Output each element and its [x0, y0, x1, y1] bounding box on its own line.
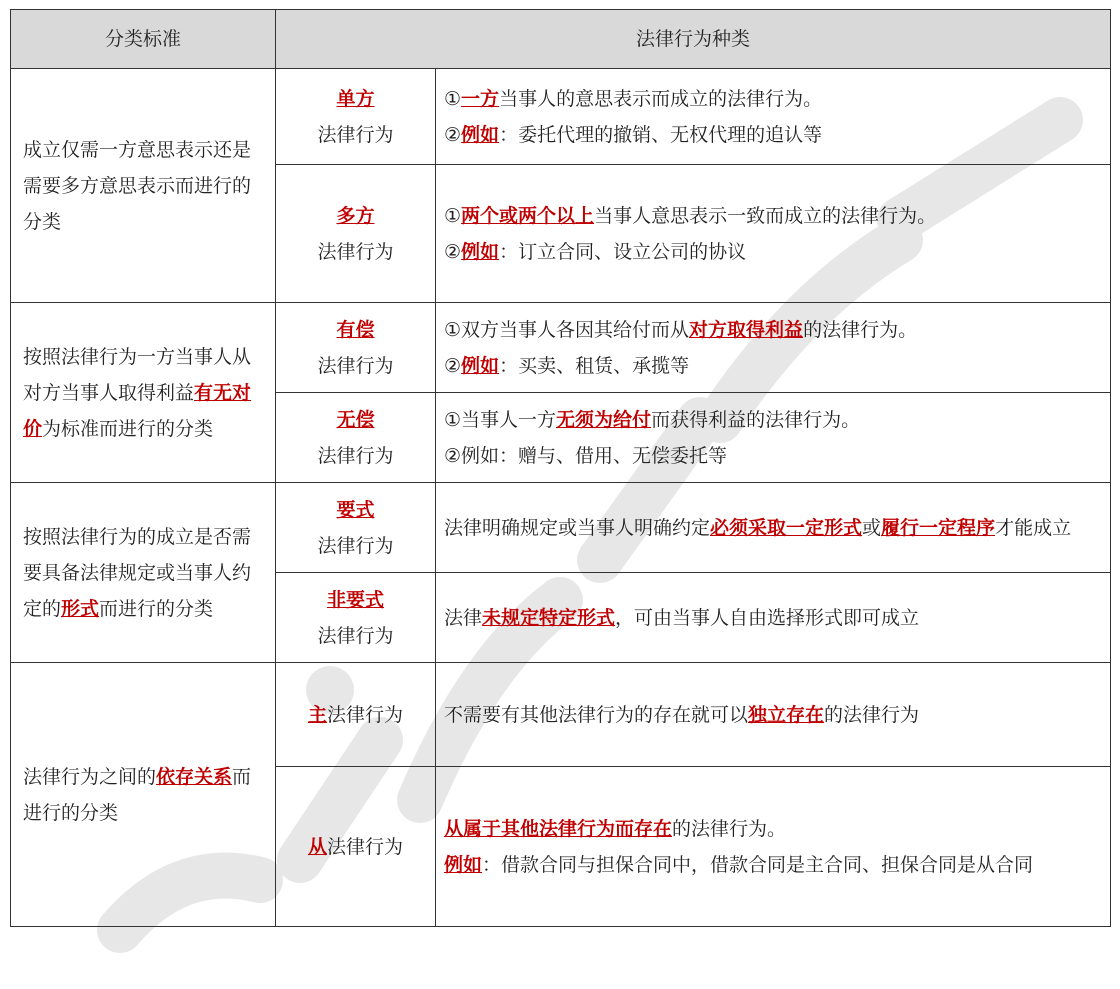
- kind-name: 主: [307, 703, 327, 726]
- description-line: [444, 312, 1102, 348]
- description-line: [444, 847, 1102, 883]
- criterion-text: 法律行为之间的: [23, 765, 157, 788]
- description-line: [444, 438, 1102, 474]
- highlight-text: 例如: [461, 123, 500, 146]
- description-text: 才能成立: [995, 516, 1072, 539]
- description-line: [444, 402, 1102, 438]
- highlight-text: 有无对价: [23, 381, 252, 440]
- kind-suffix: 法律行为: [317, 123, 394, 146]
- highlight-text: 一方: [461, 87, 500, 110]
- description-line: [444, 510, 1102, 546]
- kind-cell: [276, 483, 436, 573]
- description-cell: [436, 69, 1111, 165]
- kind-suffix: 法律行为: [327, 703, 404, 726]
- criterion-cell: [11, 663, 276, 927]
- description-text: 的法律行为。: [672, 817, 787, 840]
- description-text: ：订立合同、设立公司的协议: [499, 240, 747, 263]
- header-kinds: 法律行为种类: [276, 10, 1111, 69]
- description-text: ②: [444, 354, 462, 377]
- description-text: 或: [862, 516, 882, 539]
- description-line: [444, 234, 1102, 270]
- header-criterion: 分类标准: [11, 10, 276, 69]
- table-row: [11, 69, 1111, 165]
- criterion-text: 而进行的分类: [99, 597, 214, 620]
- description-text: ②: [444, 240, 462, 263]
- kind-name: 从: [307, 835, 327, 858]
- description-text: ：买卖、租赁、承揽等: [499, 354, 690, 377]
- description-text: 而获得利益的法律行为。: [651, 408, 861, 431]
- description-line: [444, 198, 1102, 234]
- description-text: ，可由当事人自由选择形式即可成立: [615, 606, 920, 629]
- criterion-text: 成立仅需一方意思表示还是需要多方意思表示而进行的分类: [23, 138, 252, 233]
- description-text: ②: [444, 123, 462, 146]
- kind-suffix: 法律行为: [317, 534, 394, 557]
- description-cell: [436, 165, 1111, 303]
- description-text: ①双方当事人各因其给付而从: [444, 318, 690, 341]
- criterion-cell: [11, 303, 276, 483]
- description-line: [444, 117, 1102, 153]
- kind-cell: [276, 767, 436, 927]
- kind-name: 无偿: [336, 408, 375, 431]
- kind-name: 多方: [336, 204, 375, 227]
- kind-cell: [276, 69, 436, 165]
- kind-name: 要式: [336, 498, 375, 521]
- kind-cell: [276, 393, 436, 483]
- highlight-text: 无须为给付: [556, 408, 652, 431]
- table-row: [11, 483, 1111, 573]
- criterion-cell: [11, 483, 276, 663]
- table-row: [11, 303, 1111, 393]
- description-line: [444, 348, 1102, 384]
- description-text: 当事人意思表示一致而成立的法律行为。: [594, 204, 937, 227]
- description-text: ①: [444, 204, 462, 227]
- highlight-text: 未规定特定形式: [482, 606, 616, 629]
- kind-suffix: 法律行为: [317, 624, 394, 647]
- description-text: 当事人的意思表示而成立的法律行为。: [499, 87, 823, 110]
- description-line: [444, 600, 1102, 636]
- table-row: [11, 663, 1111, 767]
- criterion-cell: [11, 69, 276, 303]
- description-line: [444, 81, 1102, 117]
- description-text: ：委托代理的撤销、无权代理的追认等: [499, 123, 823, 146]
- classification-table: [10, 9, 1111, 927]
- highlight-text: 依存关系: [156, 765, 233, 788]
- description-line: [444, 811, 1102, 847]
- header-row: [11, 10, 1111, 69]
- kind-name: 单方: [336, 87, 375, 110]
- kind-cell: [276, 303, 436, 393]
- kind-suffix: 法律行为: [317, 354, 394, 377]
- criterion-text: 为标准而进行的分类: [42, 417, 214, 440]
- description-cell: [436, 767, 1111, 927]
- highlight-text: 例如: [461, 354, 500, 377]
- highlight-text: 对方取得利益: [689, 318, 804, 341]
- description-text: 法律: [444, 606, 483, 629]
- kind-name: 非要式: [326, 588, 384, 611]
- description-text: ②例如：赠与、借用、无偿委托等: [444, 444, 728, 467]
- description-cell: [436, 483, 1111, 573]
- description-cell: [436, 303, 1111, 393]
- highlight-text: 从属于其他法律行为而存在: [444, 817, 673, 840]
- description-cell: [436, 393, 1111, 483]
- kind-name: 有偿: [336, 318, 375, 341]
- kind-suffix: 法律行为: [317, 444, 394, 467]
- kind-cell: [276, 573, 436, 663]
- description-text: 的法律行为。: [803, 318, 918, 341]
- kind-cell: [276, 663, 436, 767]
- description-text: ：借款合同与担保合同中，借款合同是主合同、担保合同是从合同: [482, 853, 1034, 876]
- description-text: ①: [444, 87, 462, 110]
- highlight-text: 独立存在: [748, 703, 825, 726]
- highlight-text: 形式: [61, 597, 100, 620]
- criterion-text: 按照法律行为一方当事人从对方当事人取得利益: [23, 345, 252, 404]
- description-text: 不需要有其他法律行为的存在就可以: [444, 703, 749, 726]
- kind-cell: [276, 165, 436, 303]
- highlight-text: 必须采取一定形式: [710, 516, 863, 539]
- description-cell: [436, 573, 1111, 663]
- description-cell: [436, 663, 1111, 767]
- criterion-text: 按照法律行为的成立是否需要具备法律规定或当事人约定的: [23, 525, 252, 620]
- description-text: 的法律行为: [824, 703, 920, 726]
- highlight-text: 例如: [444, 853, 483, 876]
- description-text: 法律明确规定或当事人明确约定: [444, 516, 711, 539]
- kind-suffix: 法律行为: [317, 240, 394, 263]
- highlight-text: 履行一定程序: [881, 516, 996, 539]
- description-text: ①当事人一方: [444, 408, 557, 431]
- highlight-text: 例如: [461, 240, 500, 263]
- kind-suffix: 法律行为: [327, 835, 404, 858]
- criterion-text: 而进行的分类: [23, 765, 252, 824]
- description-line: [444, 697, 1102, 733]
- highlight-text: 两个或两个以上: [461, 204, 595, 227]
